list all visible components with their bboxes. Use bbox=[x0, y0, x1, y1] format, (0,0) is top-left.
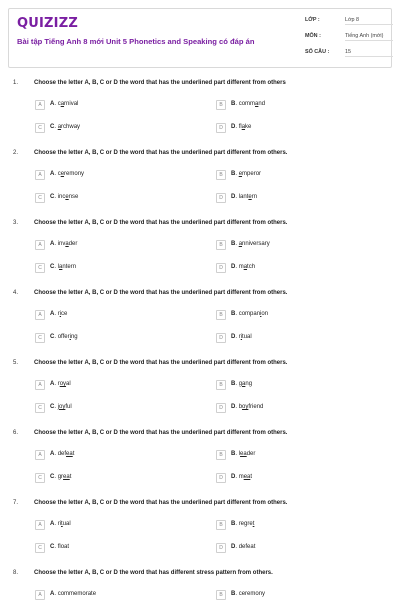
word-part: defeat bbox=[238, 544, 256, 550]
underlined-part: a bbox=[255, 101, 259, 107]
option-letter: B bbox=[231, 311, 236, 317]
underlined-part: t bbox=[61, 521, 63, 527]
question-3 bbox=[0, 220, 400, 290]
option-text: C. offering bbox=[50, 334, 78, 340]
option-letter-badge: B bbox=[216, 450, 226, 460]
word-part: g bbox=[238, 381, 243, 387]
option-letter: D bbox=[231, 264, 236, 270]
option-text: A. rice bbox=[50, 311, 68, 317]
underlined-part: i bbox=[59, 311, 62, 317]
word-part: ng bbox=[70, 334, 78, 340]
worksheet-header bbox=[8, 8, 392, 68]
option-letter-badge: C bbox=[35, 263, 45, 273]
question-text: Choose the letter A, B, C or D the word that has the underlined part different from others bbox=[34, 80, 286, 86]
underlined-part: a bbox=[65, 241, 69, 247]
option-letter-badge: A bbox=[35, 100, 45, 110]
option-text: B. leader bbox=[231, 451, 256, 457]
option-letter: C bbox=[50, 334, 55, 340]
option-letter: D bbox=[231, 404, 236, 410]
word-part: c bbox=[57, 101, 61, 107]
option-letter: C bbox=[50, 404, 55, 410]
word-part: tch bbox=[247, 264, 256, 270]
word-part: der bbox=[68, 241, 78, 247]
question-8 bbox=[0, 570, 400, 600]
word-part: m bbox=[238, 474, 244, 480]
word-part: regre bbox=[238, 521, 253, 527]
option-letter-badge: D bbox=[216, 193, 226, 203]
underlined-part: ea bbox=[240, 451, 247, 457]
option-letter: C bbox=[50, 264, 55, 270]
word-part: ke bbox=[245, 124, 252, 130]
option-text: C. lantern bbox=[50, 264, 77, 270]
word-part: ceremony bbox=[238, 591, 266, 597]
meta-value: Lớp 8 bbox=[345, 17, 393, 25]
underlined-part: i bbox=[240, 334, 243, 340]
option-letter: A bbox=[50, 381, 55, 387]
word-part: nse bbox=[68, 194, 79, 200]
meta-label: SỐ CÂU : bbox=[305, 49, 330, 55]
option-letter-badge: A bbox=[35, 380, 45, 390]
option-letter: B bbox=[231, 591, 236, 597]
question-number: 1. bbox=[13, 80, 19, 86]
meta-value: 15 bbox=[345, 49, 393, 57]
option-text: A. royal bbox=[50, 381, 71, 387]
question-1 bbox=[0, 80, 400, 150]
underlined-part: a bbox=[57, 124, 62, 130]
option-text: C. float bbox=[50, 544, 70, 550]
word-part: ful bbox=[65, 404, 72, 410]
option-letter-badge: D bbox=[216, 263, 226, 273]
word-part: j bbox=[57, 404, 60, 410]
option-letter: A bbox=[50, 101, 55, 107]
option-letter: A bbox=[50, 521, 55, 527]
question-text: Choose the letter A, B, C or D the word that has the underlined part different from others. bbox=[34, 500, 288, 506]
option-text: A. defeat bbox=[50, 451, 75, 457]
word-part: float bbox=[57, 544, 70, 550]
worksheet-title: Bài tập Tiếng Anh 8 mới Unit 5 Phonetics and Speaking có đáp án bbox=[17, 37, 255, 46]
word-part: fl bbox=[238, 124, 242, 130]
word-part: c bbox=[57, 171, 61, 177]
word-part: nd bbox=[258, 101, 266, 107]
option-letter-badge: B bbox=[216, 520, 226, 530]
option-letter: B bbox=[231, 451, 236, 457]
underlined-part: ea bbox=[243, 474, 251, 480]
option-letter: B bbox=[231, 241, 236, 247]
underlined-part: a bbox=[242, 381, 246, 387]
question-number: 8. bbox=[13, 570, 19, 576]
underlined-part: ea bbox=[63, 474, 70, 480]
option-text: B. command bbox=[231, 101, 266, 107]
underlined-part: i bbox=[69, 334, 71, 340]
option-text: B. ceremony bbox=[231, 591, 266, 597]
underlined-part: e bbox=[238, 171, 243, 177]
word-part: nniversary bbox=[242, 241, 270, 247]
word-part: r bbox=[238, 334, 241, 340]
option-text: A. commemorate bbox=[50, 591, 97, 597]
question-number: 3. bbox=[13, 220, 19, 226]
word-part: gr bbox=[57, 474, 64, 480]
option-text: C. archway bbox=[50, 124, 81, 130]
option-letter-badge: C bbox=[35, 193, 45, 203]
word-part: r bbox=[57, 311, 60, 317]
option-letter-badge: D bbox=[216, 543, 226, 553]
word-part: t bbox=[69, 474, 72, 480]
option-letter-badge: D bbox=[216, 333, 226, 343]
word-part: der bbox=[246, 451, 256, 457]
word-part: m bbox=[238, 264, 244, 270]
option-text: D. flake bbox=[231, 124, 252, 130]
option-letter: A bbox=[50, 591, 55, 597]
option-letter: A bbox=[50, 451, 55, 457]
option-text: A. ceremony bbox=[50, 171, 85, 177]
option-letter-badge: C bbox=[35, 473, 45, 483]
option-letter-badge: C bbox=[35, 123, 45, 133]
option-letter: A bbox=[50, 171, 55, 177]
word-part: remony bbox=[64, 171, 85, 177]
underlined-part: e bbox=[248, 194, 252, 200]
word-part: on bbox=[261, 311, 269, 317]
word-part: mperor bbox=[242, 171, 262, 177]
underlined-part: a bbox=[243, 264, 248, 270]
option-letter-badge: C bbox=[35, 403, 45, 413]
option-letter-badge: B bbox=[216, 590, 226, 600]
option-text: C. joyful bbox=[50, 404, 72, 410]
option-text: B. anniversary bbox=[231, 241, 270, 247]
option-text: C. great bbox=[50, 474, 72, 480]
option-text: D. match bbox=[231, 264, 256, 270]
word-part: compan bbox=[238, 311, 261, 317]
word-part: ce bbox=[61, 311, 68, 317]
underlined-part: t bbox=[252, 521, 255, 527]
option-text: B. companion bbox=[231, 311, 269, 317]
meta-label: LỚP : bbox=[305, 17, 320, 23]
option-letter-badge: C bbox=[35, 543, 45, 553]
underlined-part: oy bbox=[59, 381, 67, 387]
option-text: D. defeat bbox=[231, 544, 256, 550]
option-letter-badge: A bbox=[35, 240, 45, 250]
word-part: l bbox=[238, 451, 241, 457]
word-part: lant bbox=[238, 194, 249, 200]
underlined-part: e bbox=[65, 194, 69, 200]
option-letter: D bbox=[231, 334, 236, 340]
question-number: 6. bbox=[13, 430, 19, 436]
underlined-part: i bbox=[260, 311, 262, 317]
word-part: offer bbox=[57, 334, 70, 340]
word-part: ng bbox=[245, 381, 253, 387]
question-2 bbox=[0, 150, 400, 220]
option-letter: C bbox=[50, 544, 55, 550]
option-letter: D bbox=[231, 194, 236, 200]
underlined-part: a bbox=[238, 241, 243, 247]
word-part: ntern bbox=[62, 264, 77, 270]
word-part: b bbox=[238, 404, 243, 410]
word-part: inc bbox=[57, 194, 66, 200]
meta-label: MÔN : bbox=[305, 33, 321, 39]
option-letter: D bbox=[231, 544, 236, 550]
option-letter: D bbox=[231, 124, 236, 130]
word-part: friend bbox=[248, 404, 264, 410]
meta-value: Tiếng Anh (mới) bbox=[345, 33, 393, 41]
option-text: B. emperor bbox=[231, 171, 262, 177]
word-part: t bbox=[250, 474, 253, 480]
quizizz-logo: QUIZIZZ bbox=[17, 16, 78, 31]
option-letter: B bbox=[231, 171, 236, 177]
option-letter-badge: D bbox=[216, 403, 226, 413]
option-letter-badge: A bbox=[35, 450, 45, 460]
option-letter-badge: C bbox=[35, 333, 45, 343]
option-letter-badge: B bbox=[216, 100, 226, 110]
question-text: Choose the letter A, B, C or D the word that has different stress pattern from others. bbox=[34, 570, 273, 576]
option-letter: C bbox=[50, 474, 55, 480]
option-letter: A bbox=[50, 241, 55, 247]
option-letter: C bbox=[50, 194, 55, 200]
option-text: A. carnival bbox=[50, 101, 79, 107]
word-part: def bbox=[57, 451, 67, 457]
question-text: Choose the letter A, B, C or D the word that has the underlined part different from others. bbox=[34, 150, 288, 156]
word-part: t bbox=[72, 451, 75, 457]
underlined-part: a bbox=[241, 124, 246, 130]
option-text: D. lantern bbox=[231, 194, 258, 200]
underlined-part: e bbox=[60, 171, 65, 177]
option-letter-badge: B bbox=[216, 310, 226, 320]
word-part: comm bbox=[238, 101, 256, 107]
question-text: Choose the letter A, B, C or D the word that has the underlined part different from others. bbox=[34, 430, 288, 436]
question-number: 5. bbox=[13, 360, 19, 366]
question-number: 2. bbox=[13, 150, 19, 156]
option-text: B. gang bbox=[231, 381, 253, 387]
word-part: ual bbox=[62, 521, 71, 527]
underlined-part: oy bbox=[242, 404, 249, 410]
underlined-part: ea bbox=[66, 451, 73, 457]
option-letter-badge: B bbox=[216, 170, 226, 180]
word-part: r bbox=[57, 381, 60, 387]
option-letter-badge: D bbox=[216, 123, 226, 133]
option-letter: D bbox=[231, 474, 236, 480]
option-letter-badge: A bbox=[35, 310, 45, 320]
underlined-part: oy bbox=[59, 404, 66, 410]
question-text: Choose the letter A, B, C or D the word that has the underlined part different from others. bbox=[34, 220, 288, 226]
option-text: D. boyfriend bbox=[231, 404, 264, 410]
option-text: D. ritual bbox=[231, 334, 252, 340]
word-part: l bbox=[57, 264, 60, 270]
option-text: A. ritual bbox=[50, 521, 71, 527]
option-letter-badge: A bbox=[35, 520, 45, 530]
question-7 bbox=[0, 500, 400, 570]
option-text: C. incense bbox=[50, 194, 79, 200]
word-part: commemorate bbox=[57, 591, 97, 597]
word-part: ri bbox=[57, 521, 62, 527]
option-letter-badge: B bbox=[216, 380, 226, 390]
question-5 bbox=[0, 360, 400, 430]
question-4 bbox=[0, 290, 400, 360]
word-part: rchway bbox=[61, 124, 81, 130]
option-letter-badge: D bbox=[216, 473, 226, 483]
question-number: 4. bbox=[13, 290, 19, 296]
underlined-part: a bbox=[59, 264, 63, 270]
option-text: B. regret bbox=[231, 521, 255, 527]
word-part: rn bbox=[251, 194, 258, 200]
word-part: inv bbox=[57, 241, 66, 247]
word-part: tual bbox=[242, 334, 252, 340]
option-letter: A bbox=[50, 311, 55, 317]
option-letter: B bbox=[231, 521, 236, 527]
option-letter: B bbox=[231, 381, 236, 387]
question-number: 7. bbox=[13, 500, 19, 506]
option-letter-badge: A bbox=[35, 590, 45, 600]
option-text: D. meat bbox=[231, 474, 253, 480]
option-letter: C bbox=[50, 124, 55, 130]
word-part: rnival bbox=[64, 101, 79, 107]
underlined-part: a bbox=[60, 101, 65, 107]
question-6 bbox=[0, 430, 400, 500]
question-text: Choose the letter A, B, C or D the word that has the underlined part different from others. bbox=[34, 290, 288, 296]
option-letter-badge: B bbox=[216, 240, 226, 250]
option-text: A. invader bbox=[50, 241, 78, 247]
option-letter: B bbox=[231, 101, 236, 107]
question-text: Choose the letter A, B, C or D the word that has the underlined part different from others. bbox=[34, 360, 288, 366]
option-letter-badge: A bbox=[35, 170, 45, 180]
word-part: al bbox=[66, 381, 71, 387]
